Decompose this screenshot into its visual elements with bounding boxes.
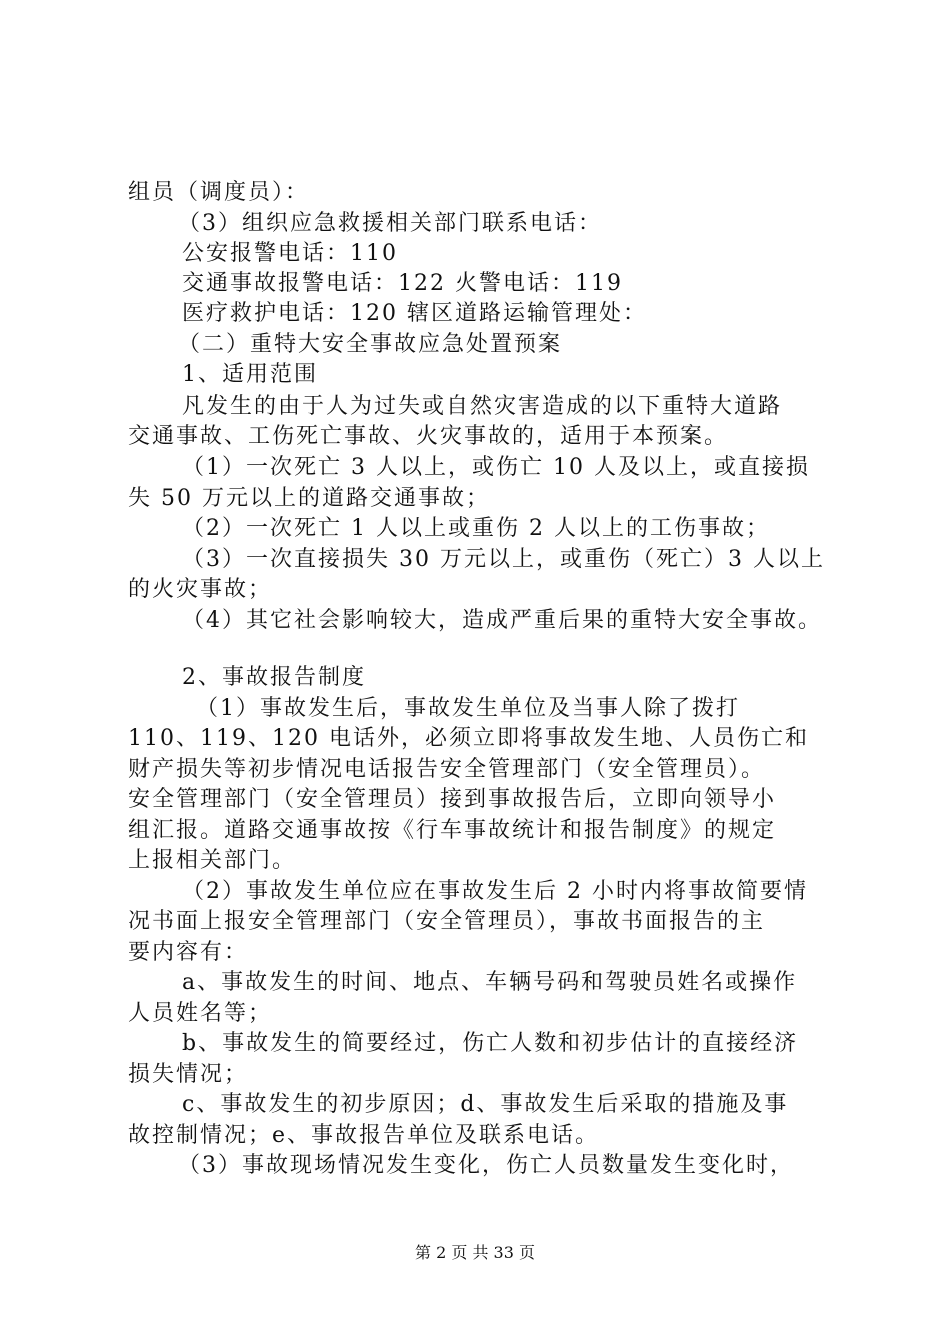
text-line: （3）一次直接损失 30 万元以上，或重伤（死亡）3 人以上 xyxy=(182,547,825,572)
text-line: 的火灾事故； xyxy=(128,577,273,602)
text-line: 安全管理部门（安全管理员）接到事故报告后，立即向领导小 xyxy=(128,787,777,812)
text-line: （1）事故发生后，事故发生单位及当事人除了拨打 xyxy=(196,696,740,721)
section-heading: 1、适用范围 xyxy=(182,362,318,387)
section-heading: 2、事故报告制度 xyxy=(182,665,366,690)
text-line: 医疗救护电话：120 辖区道路运输管理处： xyxy=(182,301,647,326)
text-line: 况书面上报安全管理部门（安全管理员），事故书面报告的主 xyxy=(128,909,766,934)
text-line: 上报相关部门。 xyxy=(128,848,297,873)
text-line: 失 50 万元以上的道路交通事故； xyxy=(128,486,490,511)
text-line: c、事故发生的初步原因；d、事故发生后采取的措施及事 xyxy=(182,1092,789,1117)
text-line: （2）事故发生单位应在事故发生后 2 小时内将事故简要情 xyxy=(182,879,808,904)
text-line: （3）事故现场情况发生变化，伤亡人员数量发生变化时， xyxy=(178,1153,794,1178)
text-line: 组汇报。道路交通事故按《行车事故统计和报告制度》的规定 xyxy=(128,818,777,843)
text-line: （2）一次死亡 1 人以上或重伤 2 人以上的工伤事故； xyxy=(182,516,770,541)
text-line: 110、119、120 电话外，必须立即将事故发生地、人员伤亡和 xyxy=(128,726,809,751)
text-line: a、事故发生的时间、地点、车辆号码和驾驶员姓名或操作 xyxy=(182,970,798,995)
text-line: 组员（调度员）： xyxy=(128,180,310,205)
text-line: 凡发生的由于人为过失或自然灾害造成的以下重特大道路 xyxy=(182,394,783,419)
text-line: 损失情况； xyxy=(128,1062,249,1087)
text-line: 公安报警电话：110 xyxy=(182,241,398,266)
page-footer: 第 2 页 共 33 页 xyxy=(415,1243,535,1262)
text-line: 要内容有： xyxy=(128,940,249,965)
text-line: 故控制情况；e、事故报告单位及联系电话。 xyxy=(128,1123,600,1148)
text-line: b、事故发生的简要经过，伤亡人数和初步估计的直接经济 xyxy=(182,1031,799,1056)
text-line: （3）组织应急救援相关部门联系电话： xyxy=(178,211,602,236)
text-line: （4）其它社会影响较大，造成严重后果的重特大安全事故。 xyxy=(182,608,822,633)
text-line: （1）一次死亡 3 人以上，或伤亡 10 人及以上，或直接损 xyxy=(182,455,810,480)
text-line: 交通事故、工伤死亡事故、火灾事故的，适用于本预案。 xyxy=(128,424,729,449)
text-line: 人员姓名等； xyxy=(128,1001,273,1026)
text-line: 财产损失等初步情况电话报告安全管理部门（安全管理员）。 xyxy=(128,757,766,782)
text-line: 交通事故报警电话：122 火警电话：119 xyxy=(182,271,623,296)
section-heading: （二）重特大安全事故应急处置预案 xyxy=(178,332,563,357)
